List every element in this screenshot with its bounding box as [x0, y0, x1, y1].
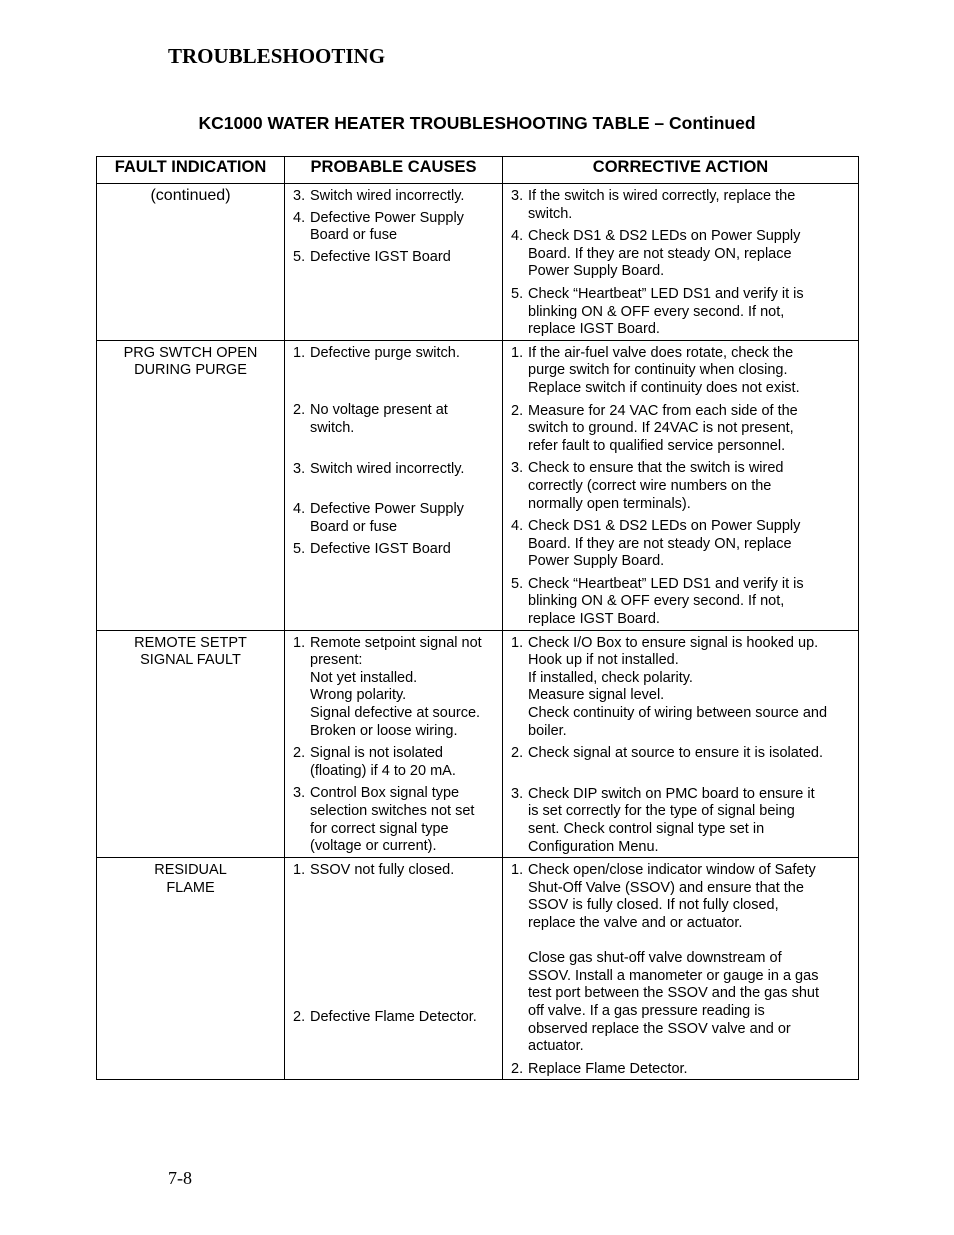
fault-indication-cell — [97, 184, 285, 341]
action-item — [511, 286, 852, 339]
cause-line: Switch wired incorrectly. — [310, 460, 465, 477]
cause-item — [293, 862, 496, 880]
cause-item — [293, 501, 496, 536]
action-line: Check open/close indicator window of Safety — [528, 862, 816, 879]
action-item — [511, 862, 852, 1056]
fault-indication-cell — [97, 630, 285, 858]
cause-text — [310, 461, 496, 479]
action-text — [528, 286, 852, 339]
action-line: switch. — [528, 205, 573, 222]
cause-text — [310, 862, 496, 880]
cause-line: Wrong polarity. — [310, 687, 407, 704]
cause-item — [293, 745, 496, 780]
table-row — [97, 340, 859, 630]
action-number: 3. — [511, 785, 524, 802]
action-text — [528, 862, 852, 1056]
cause-line: Control Box signal type — [310, 785, 460, 802]
page-number: 7-8 — [168, 1168, 192, 1188]
cause-number: 2. — [293, 1008, 306, 1025]
action-number: 4. — [511, 518, 524, 535]
action-line: Replace switch if continuity does not exist. — [528, 379, 800, 396]
action-text — [528, 635, 852, 741]
fault-indication-cell — [97, 858, 285, 1080]
action-number: 3. — [511, 460, 524, 477]
table-row — [97, 858, 859, 1080]
header-probable-causes: PROBABLE CAUSES — [285, 157, 503, 184]
action-line: Check I/O Box to ensure signal is hooked up. — [528, 634, 819, 651]
action-line: observed replace the SSOV valve and or — [528, 1020, 791, 1037]
cause-line: switch. — [310, 419, 355, 436]
cause-line: selection switches not set — [310, 803, 475, 819]
action-line: Hook up if not installed. — [528, 652, 679, 669]
cause-text — [310, 541, 496, 559]
cause-line: Remote setpoint signal not — [310, 634, 482, 651]
cause-item — [293, 188, 496, 206]
section-title: TROUBLESHOOTING — [168, 44, 386, 68]
action-item — [511, 403, 852, 456]
table-row — [97, 630, 859, 858]
fault-indication-line: SIGNAL FAULT — [140, 652, 241, 669]
action-line — [528, 933, 852, 951]
table-row — [97, 184, 859, 341]
cause-item — [293, 402, 496, 437]
action-text — [528, 228, 852, 281]
action-line: replace the valve and or actuator. — [528, 914, 743, 931]
action-text — [528, 518, 852, 571]
action-number: 2. — [511, 402, 524, 419]
action-line: Board. If they are not steady ON, replace — [528, 535, 792, 552]
action-number: 5. — [511, 285, 524, 302]
cause-text — [310, 402, 496, 437]
cause-line: (voltage or current). — [310, 838, 437, 855]
action-number: 4. — [511, 228, 524, 245]
cause-number: 3. — [293, 188, 306, 204]
table-body — [97, 184, 859, 1080]
action-text — [528, 786, 852, 856]
cause-line: No voltage present at — [310, 402, 448, 419]
cause-line: Switch wired incorrectly. — [310, 188, 465, 204]
action-number: 3. — [511, 188, 524, 204]
action-item — [511, 1061, 852, 1079]
action-line: Measure signal level. — [528, 687, 665, 704]
action-text — [528, 1061, 852, 1079]
action-text — [528, 576, 852, 629]
cause-line: Defective Power Supply — [310, 501, 464, 518]
cause-text — [310, 1009, 496, 1027]
action-line: If installed, check polarity. — [528, 669, 693, 686]
action-line: Close gas shut-off valve downstream of — [528, 950, 782, 967]
cause-item — [293, 785, 496, 855]
cause-line: (floating) if 4 to 20 mA. — [310, 762, 456, 779]
cause-text — [310, 745, 496, 780]
cause-item — [293, 249, 496, 267]
action-line: blinking ON & OFF every second. If not, — [528, 303, 785, 320]
action-line: Shut-Off Valve (SSOV) and ensure that the — [528, 879, 804, 896]
action-line: SSOV is fully closed. If not fully closed, — [528, 897, 779, 914]
action-line: refer fault to qualified service personnel. — [528, 437, 786, 454]
cause-item — [293, 541, 496, 559]
action-line: SSOV. Install a manometer or gauge in a gas — [528, 967, 819, 984]
action-item — [511, 228, 852, 281]
action-item — [511, 576, 852, 629]
cause-number: 2. — [293, 745, 306, 762]
action-line: Check “Heartbeat” LED DS1 and verify it is — [528, 575, 804, 592]
action-number: 2. — [511, 745, 524, 762]
action-line: Replace Flame Detector. — [528, 1060, 688, 1077]
cause-text — [310, 345, 496, 363]
probable-causes-cell — [285, 630, 503, 858]
cause-number: 3. — [293, 785, 306, 802]
action-line: Check to ensure that the switch is wired — [528, 460, 784, 477]
action-item — [511, 460, 852, 513]
fault-indication-line: RESIDUAL — [154, 862, 227, 879]
troubleshooting-table — [96, 156, 859, 1080]
cause-line: SSOV not fully closed. — [310, 862, 455, 879]
cause-item — [293, 210, 496, 245]
cause-line: Defective IGST Board — [310, 248, 451, 265]
probable-causes-cell — [285, 340, 503, 630]
action-number: 5. — [511, 575, 524, 592]
fault-indication-line: PRG SWTCH OPEN — [123, 344, 258, 361]
action-line: normally open terminals). — [528, 495, 691, 512]
action-item — [511, 518, 852, 571]
action-line: Check DIP switch on PMC board to ensure it — [528, 785, 815, 802]
fault-indication-line: (continued) — [150, 187, 231, 204]
cause-text — [310, 249, 496, 267]
action-line: Check DS1 & DS2 LEDs on Power Supply — [528, 228, 801, 245]
action-line: If the air-fuel valve does rotate, check the — [528, 344, 794, 361]
cause-line: Not yet installed. — [310, 669, 418, 686]
cause-text — [310, 210, 496, 245]
probable-causes-cell — [285, 858, 503, 1080]
action-line: Power Supply Board. — [528, 263, 665, 280]
cause-number: 5. — [293, 248, 306, 265]
cause-text — [310, 501, 496, 536]
cause-item — [293, 461, 496, 479]
cause-item — [293, 1009, 496, 1027]
action-line: Check continuity of wiring between source and — [528, 705, 828, 722]
action-number: 1. — [511, 344, 524, 361]
action-line: replace IGST Board. — [528, 611, 660, 628]
action-line: Power Supply Board. — [528, 553, 665, 570]
action-line: Check DS1 & DS2 LEDs on Power Supply — [528, 518, 801, 535]
cause-line: Board or fuse — [310, 518, 398, 535]
fault-indication-cell — [97, 340, 285, 630]
table-title: KC1000 WATER HEATER TROUBLESHOOTING TABLE – Continued — [198, 113, 756, 133]
action-line: replace IGST Board. — [528, 321, 660, 338]
corrective-action-cell — [503, 858, 859, 1080]
table-header-row — [97, 157, 859, 184]
cause-text — [310, 188, 496, 206]
action-text — [528, 460, 852, 513]
cause-line: present: — [310, 652, 363, 669]
corrective-action-cell — [503, 630, 859, 858]
action-item — [511, 786, 852, 856]
action-line: blinking ON & OFF every second. If not, — [528, 593, 785, 610]
cause-line: Defective purge switch. — [310, 344, 460, 361]
action-line: correctly (correct wire numbers on the — [528, 477, 772, 494]
cause-number: 1. — [293, 862, 306, 879]
header-corrective-action: CORRECTIVE ACTION — [503, 157, 859, 184]
cause-item — [293, 345, 496, 363]
action-line: Board. If they are not steady ON, replace — [528, 245, 792, 262]
action-text — [528, 403, 852, 456]
cause-line: Defective Power Supply — [310, 209, 464, 226]
cause-line: Defective Flame Detector. — [310, 1008, 477, 1025]
cause-line: Board or fuse — [310, 227, 398, 244]
action-line: Check “Heartbeat” LED DS1 and verify it is — [528, 285, 804, 302]
action-text — [528, 745, 852, 763]
action-number: 1. — [511, 862, 524, 879]
action-line: Configuration Menu. — [528, 838, 659, 855]
action-number: 2. — [511, 1060, 524, 1077]
fault-indication-line: REMOTE SETPT — [134, 634, 247, 651]
action-item — [511, 188, 852, 223]
cause-line: Signal defective at source. — [310, 705, 481, 722]
header-fault-indication: FAULT INDICATION — [97, 157, 285, 184]
action-line: boiler. — [528, 722, 567, 739]
cause-line: for correct signal type — [310, 820, 449, 837]
cause-line: Defective IGST Board — [310, 541, 451, 558]
action-line: purge switch for continuity when closing. — [528, 362, 788, 379]
action-line: actuator. — [528, 1038, 584, 1055]
fault-indication-line: DURING PURGE — [134, 362, 247, 379]
action-item — [511, 635, 852, 741]
action-item — [511, 345, 852, 398]
cause-number: 2. — [293, 402, 306, 419]
cause-line: Broken or loose wiring. — [310, 722, 458, 739]
probable-causes-cell — [285, 184, 503, 341]
action-number: 1. — [511, 634, 524, 651]
cause-item — [293, 635, 496, 741]
cause-text — [310, 635, 496, 741]
action-line: Measure for 24 VAC from each side of the — [528, 402, 798, 419]
action-item — [511, 745, 852, 763]
action-line: Check signal at source to ensure it is isolated. — [528, 745, 823, 762]
action-line: off valve. If a gas pressure reading is — [528, 1002, 765, 1019]
corrective-action-cell — [503, 184, 859, 341]
action-line: If the switch is wired correctly, replace the — [528, 188, 796, 204]
action-line: sent. Check control signal type set in — [528, 821, 765, 837]
cause-number: 4. — [293, 209, 306, 226]
cause-number: 1. — [293, 344, 306, 361]
action-line: switch to ground. If 24VAC is not present, — [528, 420, 794, 437]
action-text — [528, 345, 852, 398]
cause-text — [310, 785, 496, 855]
cause-number: 1. — [293, 634, 306, 651]
action-text — [528, 188, 852, 223]
fault-indication-line: FLAME — [166, 879, 215, 896]
cause-number: 5. — [293, 541, 306, 558]
corrective-action-cell — [503, 340, 859, 630]
action-line: is set correctly for the type of signal being — [528, 803, 795, 820]
cause-number: 3. — [293, 460, 306, 477]
cause-number: 4. — [293, 501, 306, 518]
cause-line: Signal is not isolated — [310, 745, 443, 762]
action-line: test port between the SSOV and the gas shut — [528, 985, 819, 1002]
